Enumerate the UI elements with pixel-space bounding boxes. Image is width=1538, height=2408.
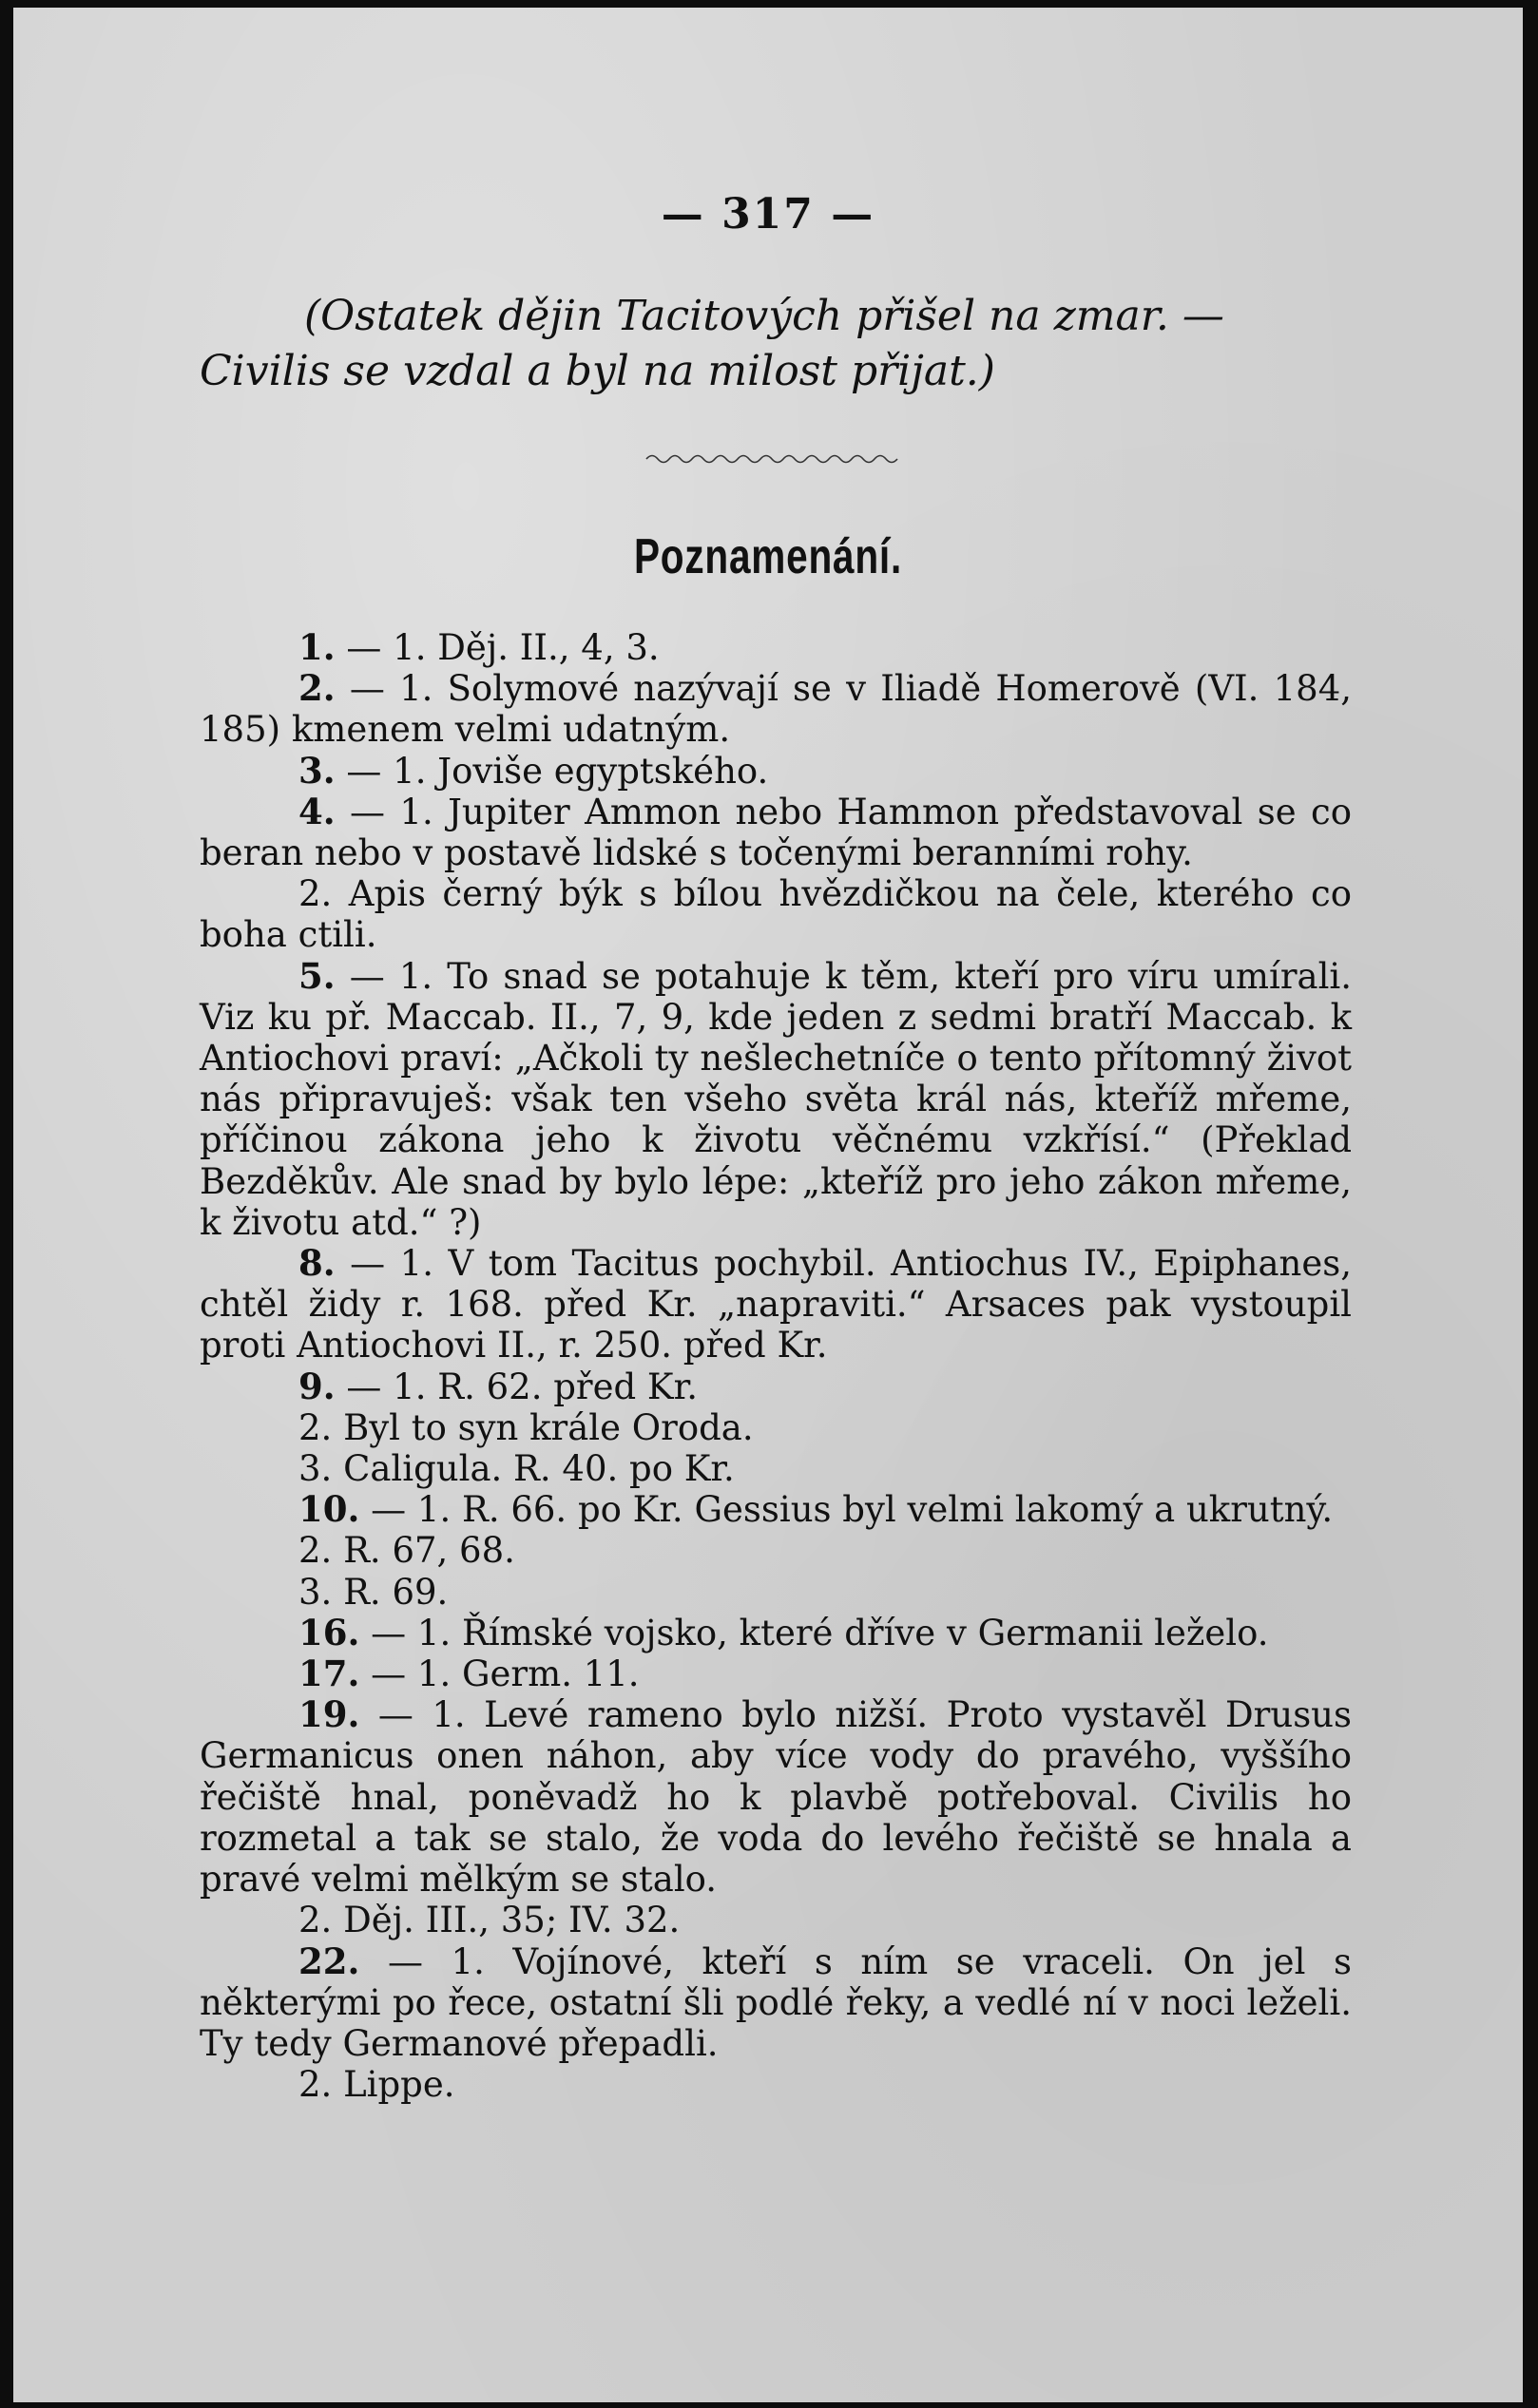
- note-entry: [200, 627, 1352, 668]
- closing-note-line-2: Civilis se vzdal a byl na milost přijat.): [200, 347, 995, 395]
- note-number: 16.: [298, 1611, 360, 1653]
- note-entry: [200, 668, 1352, 750]
- note-text: — 1. Levé rameno bylo nižší. Proto vystavěl Drusus Germanicus onen náhon, aby více vody do pravého, vyššího řečiště hnal, poněvadž ho k plavbě potřeboval. Civilis ho rozmetal a tak se stalo, že voda do levého řečiště se hnala a pravé velmi mělkým se stalo.: [200, 1694, 1352, 1901]
- note-text: — 1. Germ. 11.: [371, 1653, 640, 1695]
- note-text: 3. Caligula. R. 40. po Kr.: [298, 1448, 735, 1490]
- note-entry: [200, 1613, 1352, 1653]
- note-number: 22.: [298, 1940, 360, 1982]
- note-text: — 1. R. 66. po Kr. Gessius byl velmi lakomý a ukrutný.: [371, 1489, 1334, 1531]
- note-entry: [200, 1366, 1352, 1407]
- note-text: — 1. Vojínové, kteří s ním se vraceli. On jel s některými po řece, ostatní šli podlé řeky, a vedlé ní v noci leželi. Ty tedy Germanové přepadli.: [200, 1940, 1352, 2064]
- note-text: 2. Apis černý býk s bílou hvězdičkou na čele, kterého co boha ctili.: [200, 873, 1352, 956]
- note-entry: [200, 1530, 1352, 1571]
- note-entry: [200, 1653, 1352, 1694]
- closing-note: [200, 289, 1359, 399]
- note-number: 3.: [298, 749, 336, 792]
- note-text: — 1. Římské vojsko, které dříve v Germanii leželo.: [371, 1612, 1269, 1653]
- note-entry: [200, 751, 1352, 792]
- note-text: — 1. Jupiter Ammon nebo Hammon představoval se co beran nebo v postavě lidské s točenými beranními rohy.: [200, 791, 1352, 874]
- note-entry: [200, 1243, 1352, 1366]
- note-entry: [200, 1489, 1352, 1530]
- note-text: 2. Lippe.: [298, 2064, 455, 2106]
- note-number: 2.: [298, 667, 336, 710]
- note-entry: [200, 1941, 1352, 2065]
- note-entry: [200, 1694, 1352, 1900]
- page-number: — 317 —: [661, 190, 875, 239]
- note-text: 2. R. 67, 68.: [298, 1530, 515, 1572]
- note-entry: [200, 792, 1352, 873]
- note-entry: [200, 1448, 1352, 1489]
- note-text: — 1. Solymové nazývají se v Iliadě Homerově (VI. 184, 185) kmenem velmi udatným.: [200, 668, 1353, 751]
- note-number: 17.: [298, 1653, 360, 1695]
- note-number: 10.: [298, 1488, 360, 1531]
- note-entry: [200, 956, 1352, 1243]
- note-entry: [200, 1407, 1352, 1448]
- wavy-divider-ornament: [644, 450, 901, 468]
- notes-list: [200, 627, 1352, 2105]
- note-number: 1.: [298, 626, 336, 668]
- note-text: 2. Děj. III., 35; IV. 32.: [298, 1900, 681, 1941]
- note-number: 19.: [298, 1693, 360, 1736]
- note-number: 5.: [298, 954, 336, 997]
- closing-note-line-1: (Ostatek dějin Tacitových přišel na zmar. —: [304, 292, 1224, 340]
- note-number: 8.: [298, 1242, 336, 1285]
- note-text: — 1. R. 62. před Kr.: [346, 1366, 698, 1407]
- note-text: — 1. V tom Tacitus pochybil. Antiochus IV., Epiphanes, chtěl židy r. 168. před Kr. „napraviti.“ Arsaces pak vystoupil proti Antiochovi II., r. 250. před Kr.: [200, 1243, 1352, 1366]
- book-page: [13, 8, 1523, 2402]
- note-text: 3. R. 69.: [298, 1571, 449, 1613]
- note-entry: [200, 1900, 1352, 1940]
- notes-heading: Poznamenání.: [633, 529, 903, 584]
- note-text: — 1. Děj. II., 4, 3.: [346, 627, 660, 668]
- note-number: 9.: [298, 1365, 336, 1407]
- note-entry: [200, 1572, 1352, 1613]
- note-entry: [200, 873, 1352, 955]
- note-text: — 1. To snad se potahuje k těm, kteří pro víru umírali. Viz ku př. Maccab. II., 7, 9, kde jeden z sedmi bratří Maccab. k Antiochovi praví: „Ačkoli ty nešlechetníče o tento přítomný život nás připravuješ: však ten všeho světa král nás, kteříž mřeme, příčinou zákona jeho k životu věčnému vzkřísí.“ (Překlad Bezděkův. Ale snad by bylo lépe: „kteříž pro jeho zákon mřeme, k životu atd.“ ?): [200, 955, 1352, 1243]
- note-number: 4.: [298, 790, 336, 832]
- note-text: 2. Byl to syn krále Oroda.: [298, 1406, 754, 1448]
- note-entry: [200, 2064, 1352, 2105]
- note-text: — 1. Joviše egyptského.: [346, 750, 769, 792]
